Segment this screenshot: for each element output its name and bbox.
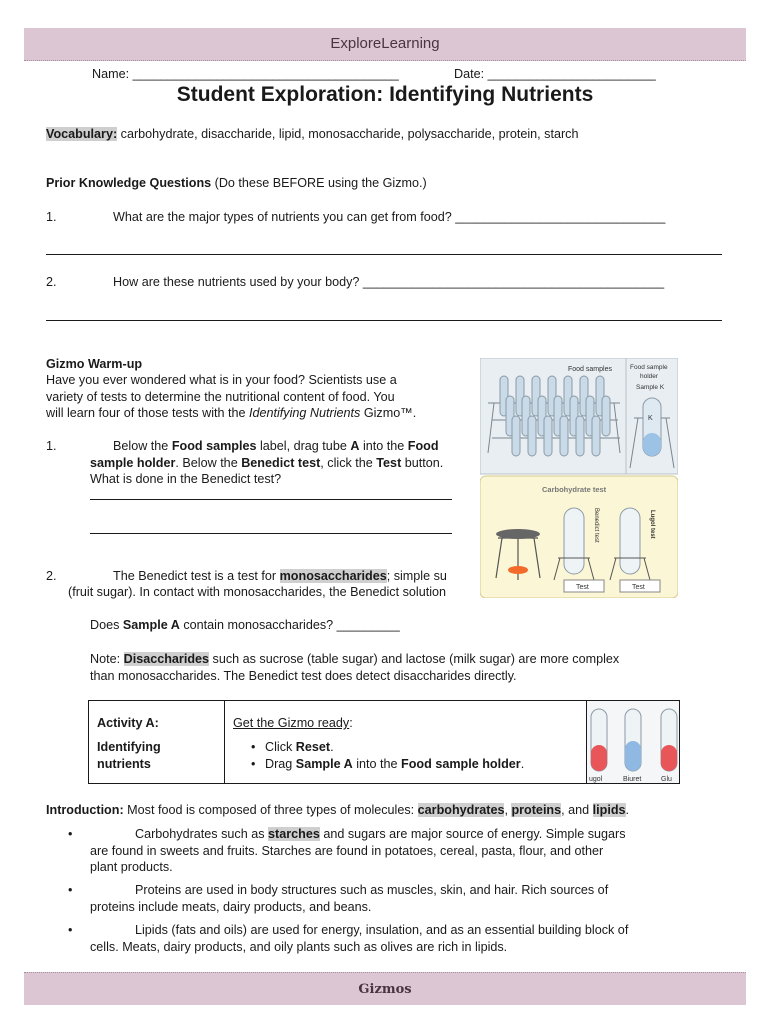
explorelearning-logo: ExploreLearning	[330, 35, 440, 52]
intro-bullet-carbohydrates	[90, 826, 690, 876]
hot-plate-icon	[496, 529, 540, 539]
q2-sample-a: Sample A	[122, 618, 180, 632]
b1-c: and sugars are major source of energy. Simple sugars	[323, 827, 626, 841]
bullet-3-marker: •	[68, 923, 73, 937]
warmup-intro-line1: Have you ever wondered what is in your food? Scientists use a	[46, 373, 397, 387]
food-samples-label: Food samples	[568, 366, 612, 373]
warmup-heading: Gizmo Warm-up	[46, 357, 143, 371]
b3-line2: cells. Meats, dairy products, and oily plants such as olives are rich in lipids.	[90, 939, 508, 954]
reset-a: Click	[265, 740, 293, 754]
prior-knowledge-title: Prior Knowledge Questions	[46, 176, 212, 190]
activity-image	[586, 701, 679, 783]
note-label: Note:	[90, 652, 121, 666]
note-c: such as sucrose (table sugar) and lactose (milk sugar) are more complex	[212, 652, 620, 666]
img-biuret-label: Biuret	[623, 776, 642, 783]
activity-table	[88, 700, 680, 784]
activity-subtitle-1: Identifying	[97, 740, 161, 754]
pk-q2-text: How are these nutrients used by your body? ___________________________________________	[113, 275, 665, 289]
warmup-intro-line2: variety of tests to determine the nutritional content of food. You	[46, 389, 395, 404]
pk-q1-text: What are the major types of nutrients you can get from food? ______________________________	[113, 210, 666, 224]
q2-monosaccharides: monosaccharides	[279, 569, 387, 583]
q1-test: Test	[376, 455, 402, 470]
gizmo-name: Identifying Nutrients	[249, 406, 361, 420]
drag-holder: Food sample holder	[401, 756, 521, 771]
q1-food-samples: Food samples	[171, 439, 257, 453]
q1-e: into the	[362, 439, 405, 453]
get-ready-colon: :	[349, 716, 353, 730]
name-field: Name: ______________________________________	[92, 67, 399, 81]
note-line2: than monosaccharides. The Benedict test does detect disaccharides directly.	[90, 668, 517, 683]
flame-icon	[508, 566, 528, 574]
q2-ask-c: contain monosaccharides? _________	[183, 618, 400, 632]
intro-proteins: proteins	[511, 803, 562, 817]
holder-label-1: Food sample	[630, 364, 668, 371]
q1-i: , click the	[320, 455, 373, 470]
intro-and: , and	[561, 803, 590, 817]
warmup-q1-answer-line-1[interactable]	[90, 499, 452, 500]
b1-a: Carbohydrates such as	[135, 827, 265, 841]
q2-c: ; simple su	[386, 569, 447, 583]
introduction-line	[46, 802, 629, 819]
intro-text: Most food is composed of three types of molecules:	[127, 803, 415, 817]
benedict-vertical-label: Benedict test	[593, 508, 599, 543]
bullet-2-marker: •	[68, 883, 73, 897]
tube-k-label: K	[648, 415, 653, 422]
img-glu-label: Glu	[661, 776, 672, 783]
warmup-q2-ask	[90, 617, 400, 634]
page-title: Student Exploration: Identifying Nutrients	[176, 83, 594, 106]
activity-title-cell	[89, 701, 225, 783]
intro-3c: Gizmo™.	[363, 406, 417, 420]
drag-c: into the	[356, 756, 398, 771]
date-field: Date: ________________________	[454, 67, 656, 81]
vocabulary-label: Vocabulary:	[46, 127, 118, 141]
q1-tube-a: A	[350, 439, 360, 453]
img-lugol-label: ugol	[589, 776, 603, 783]
warmup-q2-number: 2.	[46, 569, 57, 583]
q1-a: Below the	[113, 439, 169, 453]
bullet-1-marker: •	[68, 827, 73, 841]
drag-e: .	[520, 756, 525, 771]
gizmos-logo: Gizmos	[358, 982, 412, 997]
q2-a: The Benedict test is a test for	[113, 569, 277, 583]
vocabulary-line	[46, 126, 578, 143]
b2-line2: proteins include meats, dairy products, and beans.	[90, 899, 372, 914]
warmup-q1-text	[90, 438, 462, 488]
activity-title: Activity A:	[97, 716, 159, 730]
intro-lipids: lipids	[592, 803, 626, 817]
prior-knowledge-note: (Do these BEFORE using the Gizmo.)	[214, 176, 427, 190]
carbohydrate-test-label: Carbohydrate test	[542, 485, 607, 494]
drag-a: Drag	[265, 756, 293, 771]
get-ready-item-reset	[251, 739, 524, 756]
warmup-q1-answer-line-2[interactable]	[90, 533, 452, 534]
warmup-intro-line3	[46, 405, 466, 422]
get-ready-heading	[233, 715, 353, 732]
disaccharide-note	[90, 651, 690, 684]
note-disaccharides: Disaccharides	[123, 652, 210, 666]
q2-ask-a: Does	[90, 618, 120, 632]
footer-band	[24, 972, 746, 1005]
intro-comma: ,	[504, 803, 508, 817]
intro-period: .	[625, 803, 630, 817]
pk-q2-number: 2.	[46, 275, 57, 289]
intro-carbohydrates: carbohydrates	[417, 803, 505, 817]
intro-3a: will learn four of those tests with the	[46, 406, 246, 420]
pk-q1-answer-line[interactable]	[46, 254, 722, 255]
header-band	[24, 28, 746, 61]
reset-c: .	[330, 740, 334, 754]
q1-food-sample-holder: Food sample holder	[90, 439, 439, 470]
get-ready-text: Get the Gizmo ready	[233, 716, 350, 730]
gizmo-illustration	[480, 358, 678, 598]
q1-k: button. What is done in the Benedict test?	[90, 455, 444, 486]
b3-line1: Lipids (fats and oils) are used for energy, insulation, and as an essential building block of	[135, 923, 629, 937]
pk-q1-number: 1.	[46, 210, 57, 224]
b1-line2: are found in sweets and fruits. Starches are found in potatoes, cereal, pasta, flour, and other	[90, 843, 604, 858]
q1-g: . Below the	[175, 455, 238, 470]
lugol-test-button: Test	[632, 584, 645, 591]
lugol-vertical-label: Lugol test	[649, 510, 655, 539]
get-ready-item-drag	[251, 756, 524, 773]
intro-bullet-proteins	[90, 882, 690, 915]
b1-starches: starches	[268, 827, 320, 841]
activity-tubes-illustration	[587, 701, 679, 783]
vocabulary-terms: carbohydrate, disaccharide, lipid, monosaccharide, polysaccharide, protein, starch	[120, 127, 579, 141]
pk-q2-answer-line[interactable]	[46, 320, 722, 321]
prior-knowledge-heading	[46, 175, 427, 192]
activity-subtitle-2: nutrients	[97, 757, 151, 771]
q1-benedict-test: Benedict test	[241, 455, 321, 470]
b1-line3: plant products.	[90, 860, 173, 874]
benedict-test-button: Test	[576, 584, 589, 591]
warmup-q2-line2: (fruit sugar). In contact with monosaccharides, the Benedict solution	[68, 585, 447, 599]
intro-label: Introduction:	[46, 803, 124, 817]
warmup-q2-line1	[113, 568, 481, 585]
q1-c: label, drag tube	[260, 439, 347, 453]
get-ready-list	[251, 739, 524, 772]
b2-line1: Proteins are used in body structures such as muscles, skin, and hair. Rich sources of	[135, 883, 609, 897]
gizmo-screenshot	[480, 358, 678, 598]
drag-sample-a: Sample A	[295, 756, 353, 771]
holder-label-2: holder	[640, 373, 659, 380]
warmup-q1-number: 1.	[46, 439, 57, 453]
intro-bullet-lipids	[90, 922, 690, 955]
warmup-intro	[46, 372, 466, 422]
sample-k-label: Sample K	[636, 384, 665, 391]
reset-bold: Reset	[295, 740, 331, 754]
